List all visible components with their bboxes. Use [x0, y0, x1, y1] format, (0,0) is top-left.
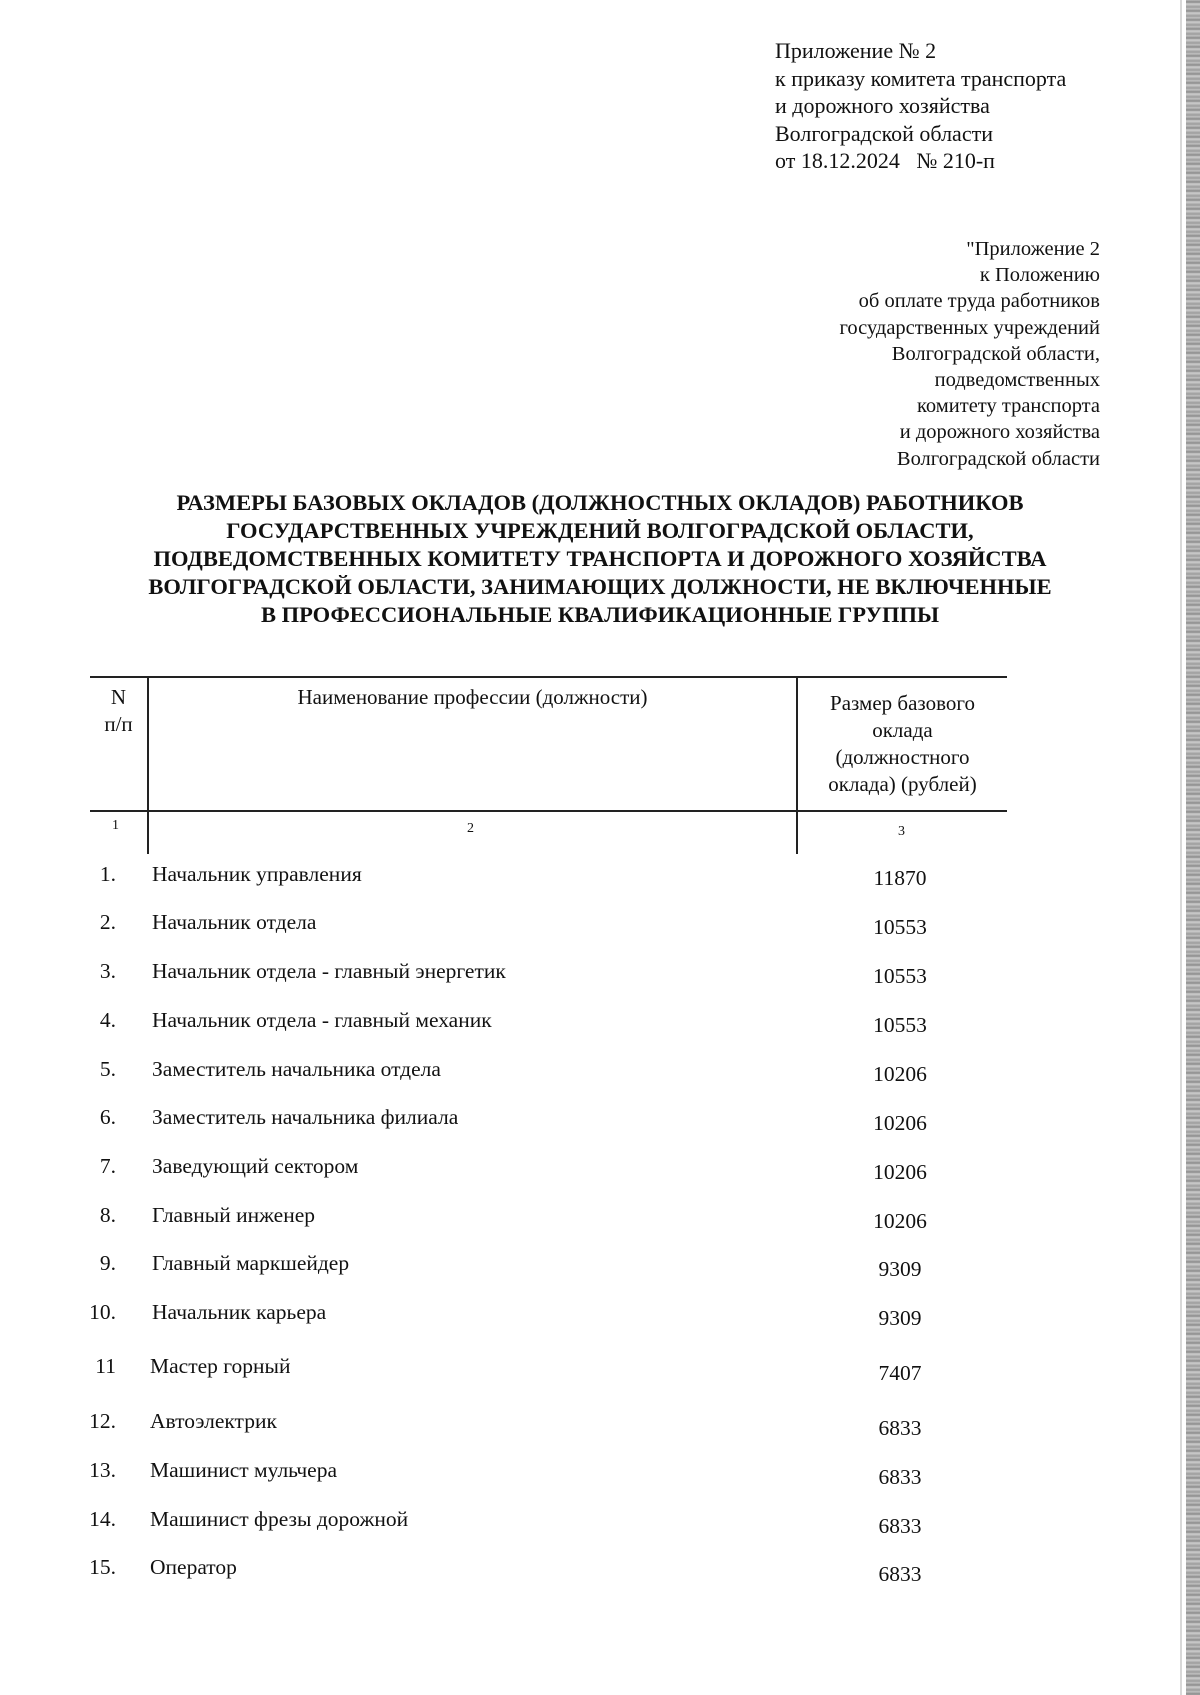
- row-position-name: Начальник отдела - главный энергетик: [152, 959, 506, 983]
- table-row: [0, 1507, 1200, 1547]
- row-position-name: Начальник управления: [152, 862, 362, 886]
- header-text: (должностного: [835, 745, 970, 769]
- table-row: [0, 1251, 1200, 1291]
- row-number: 7.: [99, 1154, 116, 1178]
- annex-line: Волгоградской области: [896, 447, 1100, 470]
- row-number: 4.: [99, 1008, 116, 1032]
- table-row: [0, 1555, 1200, 1595]
- annex-line: и дорожного хозяйства: [899, 421, 1100, 444]
- row-position-name: Начальник отдела - главный механик: [152, 1008, 492, 1032]
- appendix-line: к приказу комитета транспорта: [775, 65, 1067, 91]
- row-position-name: Главный маркшейдер: [152, 1251, 350, 1275]
- appendix-line: Приложение № 2: [775, 38, 937, 63]
- title-line: В ПРОФЕССИОНАЛЬНЫЕ КВАЛИФИКАЦИОННЫЕ ГРУППЫ: [260, 602, 940, 627]
- annex-line: Волгоградской области,: [891, 342, 1100, 365]
- row-number: 6.: [99, 1105, 116, 1129]
- header-text: оклада: [872, 718, 933, 742]
- header-text: п/п: [104, 712, 133, 736]
- document-title: [70, 489, 1130, 629]
- row-salary: 9309: [878, 1257, 922, 1281]
- table-row: [0, 1458, 1200, 1498]
- annex-line: к Положению: [979, 264, 1100, 287]
- table-row: [0, 959, 1200, 999]
- row-number: 12.: [89, 1409, 116, 1433]
- row-salary: 6833: [878, 1562, 922, 1586]
- row-position-name: Заместитель начальника филиала: [152, 1105, 459, 1129]
- row-salary: 6833: [878, 1465, 922, 1489]
- table-top-border: [90, 676, 1007, 678]
- row-salary: 10206: [873, 1160, 927, 1184]
- annex-line: комитету транспорта: [917, 395, 1100, 418]
- table-header: [90, 676, 1007, 854]
- column-number: 1: [112, 818, 119, 833]
- table-row: [0, 910, 1200, 950]
- header-number-column: [90, 684, 147, 738]
- row-position-name: Главный инженер: [152, 1203, 315, 1227]
- row-salary: 10553: [873, 1013, 927, 1037]
- title-line: ВОЛГОГРАДСКОЙ ОБЛАСТИ, ЗАНИМАЮЩИХ ДОЛЖНОСТИ, НЕ ВКЛЮЧЕННЫЕ: [148, 574, 1052, 599]
- table-row: [0, 1154, 1200, 1194]
- table-row: [0, 1008, 1200, 1048]
- row-position-name: Начальник отдела: [152, 910, 317, 934]
- row-position-name: Мастер горный: [150, 1354, 291, 1378]
- title-line: ГОСУДАРСТВЕННЫХ УЧРЕЖДЕНИЙ ВОЛГОГРАДСКОЙ ОБЛАСТИ,: [226, 518, 974, 543]
- column-number: 2: [467, 821, 474, 836]
- column-number: 3: [898, 824, 905, 839]
- row-number: 13.: [89, 1458, 116, 1482]
- table-row: [0, 862, 1200, 902]
- annex-line: "Приложение 2: [966, 238, 1100, 260]
- row-position-name: Машинист мульчера: [150, 1458, 338, 1482]
- row-salary: 10553: [873, 915, 927, 939]
- title-line: ПОДВЕДОМСТВЕННЫХ КОМИТЕТУ ТРАНСПОРТА И ДОРОЖНОГО ХОЗЯЙСТВА: [153, 546, 1047, 571]
- header-text: Размер базового: [830, 691, 975, 715]
- annex-line: об оплате труда работников: [858, 290, 1100, 313]
- row-number: 10.: [89, 1300, 116, 1324]
- table-row: [0, 1203, 1200, 1243]
- title-line: РАЗМЕРЫ БАЗОВЫХ ОКЛАДОВ (ДОЛЖНОСТНЫХ ОКЛАДОВ) РАБОТНИКОВ: [176, 490, 1024, 515]
- header-name-column: [149, 684, 796, 711]
- row-salary: 9309: [878, 1306, 922, 1330]
- row-salary: 11870: [873, 866, 927, 890]
- header-text: N: [110, 685, 127, 709]
- row-number: 14.: [89, 1507, 116, 1531]
- annex-line: государственных учреждений: [839, 316, 1100, 339]
- header-text: оклада) (рублей): [828, 772, 977, 796]
- row-position-name: Автоэлектрик: [150, 1409, 277, 1433]
- table-header-border: [90, 810, 1007, 812]
- row-number: 8.: [99, 1203, 116, 1227]
- row-position-name: Заведующий сектором: [152, 1154, 359, 1178]
- appendix-reference: [775, 37, 1066, 175]
- table-row: [0, 1057, 1200, 1097]
- row-number: 15.: [89, 1555, 116, 1579]
- appendix-line: Волгоградской области: [775, 120, 993, 146]
- row-number: 9.: [99, 1251, 116, 1275]
- row-salary: 6833: [878, 1514, 922, 1538]
- row-number: 11: [95, 1354, 116, 1378]
- table-row: [0, 1105, 1200, 1145]
- annex-reference: [839, 236, 1100, 472]
- header-text: Наименование профессии (должности): [297, 685, 648, 709]
- header-salary-column: [798, 690, 1007, 798]
- table-row: [0, 1300, 1200, 1340]
- row-salary: 10553: [873, 964, 927, 988]
- annex-line: подведомственных: [934, 369, 1100, 392]
- appendix-line: от 18.12.2024 № 210-п: [775, 148, 995, 173]
- row-salary: 6833: [878, 1416, 922, 1440]
- row-position-name: Оператор: [150, 1555, 237, 1579]
- row-position-name: Заместитель начальника отдела: [152, 1057, 441, 1081]
- appendix-line: и дорожного хозяйства: [775, 93, 990, 118]
- table-row: [0, 1354, 1200, 1394]
- row-salary: 10206: [873, 1062, 927, 1086]
- row-number: 2.: [99, 910, 116, 934]
- table-row: [0, 1409, 1200, 1449]
- row-position-name: Машинист фрезы дорожной: [150, 1507, 409, 1531]
- row-position-name: Начальник карьера: [152, 1300, 327, 1324]
- row-salary: 10206: [873, 1209, 927, 1233]
- row-number: 1.: [99, 862, 116, 886]
- row-number: 3.: [99, 959, 116, 983]
- row-number: 5.: [99, 1057, 116, 1081]
- row-salary: 7407: [878, 1361, 922, 1385]
- row-salary: 10206: [873, 1111, 927, 1135]
